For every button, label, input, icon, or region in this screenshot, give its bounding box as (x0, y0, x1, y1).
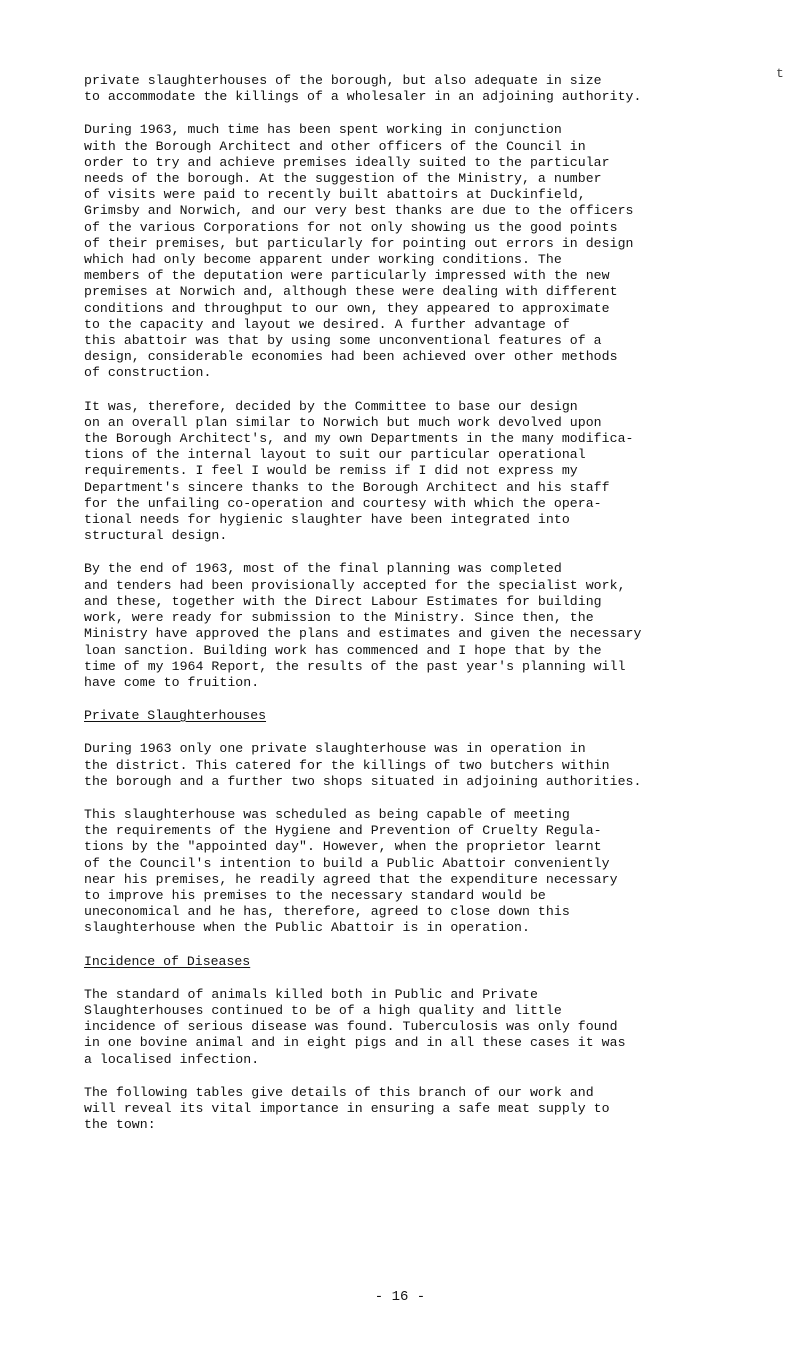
paragraph-disease-incidence: The standard of animals killed both in Public and Private Slaughterhouses continued to be of a high quality and little incidence of serious disease was found. Tuberculosis was only found in one bovine animal and in eight pigs and in all these cases it was a localised infection. (84, 986, 626, 1067)
heading-incidence-of-diseases: Incidence of Diseases (84, 953, 251, 969)
paragraph-design-decision: It was, therefore, decided by the Committee to base our design on an overall plan similar to Norwich but much work devolved upon the Borough Architect's, and my own Departments in the many modifica- tions of the internal layout to suit our particular operational requirements. I feel I would be remiss if I did not express my Department's sincere thanks to the Borough Architect and his staff for the unfailing co-operation and courtesy with which the opera- tional needs for hygienic slaughter have been integrated into structural design. (84, 398, 634, 544)
heading-private-slaughterhouses: Private Slaughterhouses (84, 708, 267, 724)
paragraph-continuation: private slaughterhouses of the borough, but also adequate in size to accommodate the killings of a wholesaler in an adjoining authority. (84, 73, 642, 105)
corner-mark: t (776, 66, 784, 81)
paragraph-tables-intro: The following tables give details of this branch of our work and will reveal its vital importance in ensuring a safe meat supply to the town: (84, 1084, 610, 1133)
paragraph-private-operation: During 1963 only one private slaughterhouse was in operation in the district. This catered for the killings of two butchers within the borough and a further two shops situated in adjoining authorities. (84, 741, 642, 789)
page-number: - 16 - (374, 1289, 426, 1305)
paragraph-abattoir-visits: During 1963, much time has been spent working in conjunction with the Borough Architect and other officers of the Council in order to try and achieve premises ideally suited to the particular needs of the borough. At the suggestion of the Ministry, a number of visits were paid to recently built abattoirs at Duckinfield, Grimsby and Norwich, and our very best thanks are due to the officers of the various Corporations for not only showing us the good points of their premises, but particularly for pointing out errors in design which had only become apparent under working conditions. The members of the deputation were particularly impressed with the new premises at Norwich and, although these were dealing with different conditions and throughput to our own, they appeared to approximate to the capacity and layout we desired. A further advantage of this abattoir was that by using some unconventional features of a design, considerable economies had been achieved over other methods of construction. (84, 122, 634, 381)
paragraph-closure: This slaughterhouse was scheduled as being capable of meeting the requirements of the Hygiene and Prevention of Cruelty Regula- tions by the "appointed day". However, when the proprietor learnt of the Council's intention to build a Public Abattoir conveniently near his premises, he readily agreed that the expenditure necessary to improve his premises to the necessary standard would be uneconomical and he has, therefore, agreed to close down this slaughterhouse when the Public Abattoir is in operation. (84, 806, 618, 936)
paragraph-planning-progress: By the end of 1963, most of the final planning was completed and tenders had been provisionally accepted for the specialist work, and these, together with the Direct Labour Estimates for building work, were ready for submission to the Ministry. Since then, the Ministry have approved the plans and estimates and given the necessary loan sanction. Building work has commenced and I hope that by the time of my 1964 Report, the results of the past year's planning will have come to fruition. (84, 561, 642, 690)
document-body (84, 73, 784, 1133)
